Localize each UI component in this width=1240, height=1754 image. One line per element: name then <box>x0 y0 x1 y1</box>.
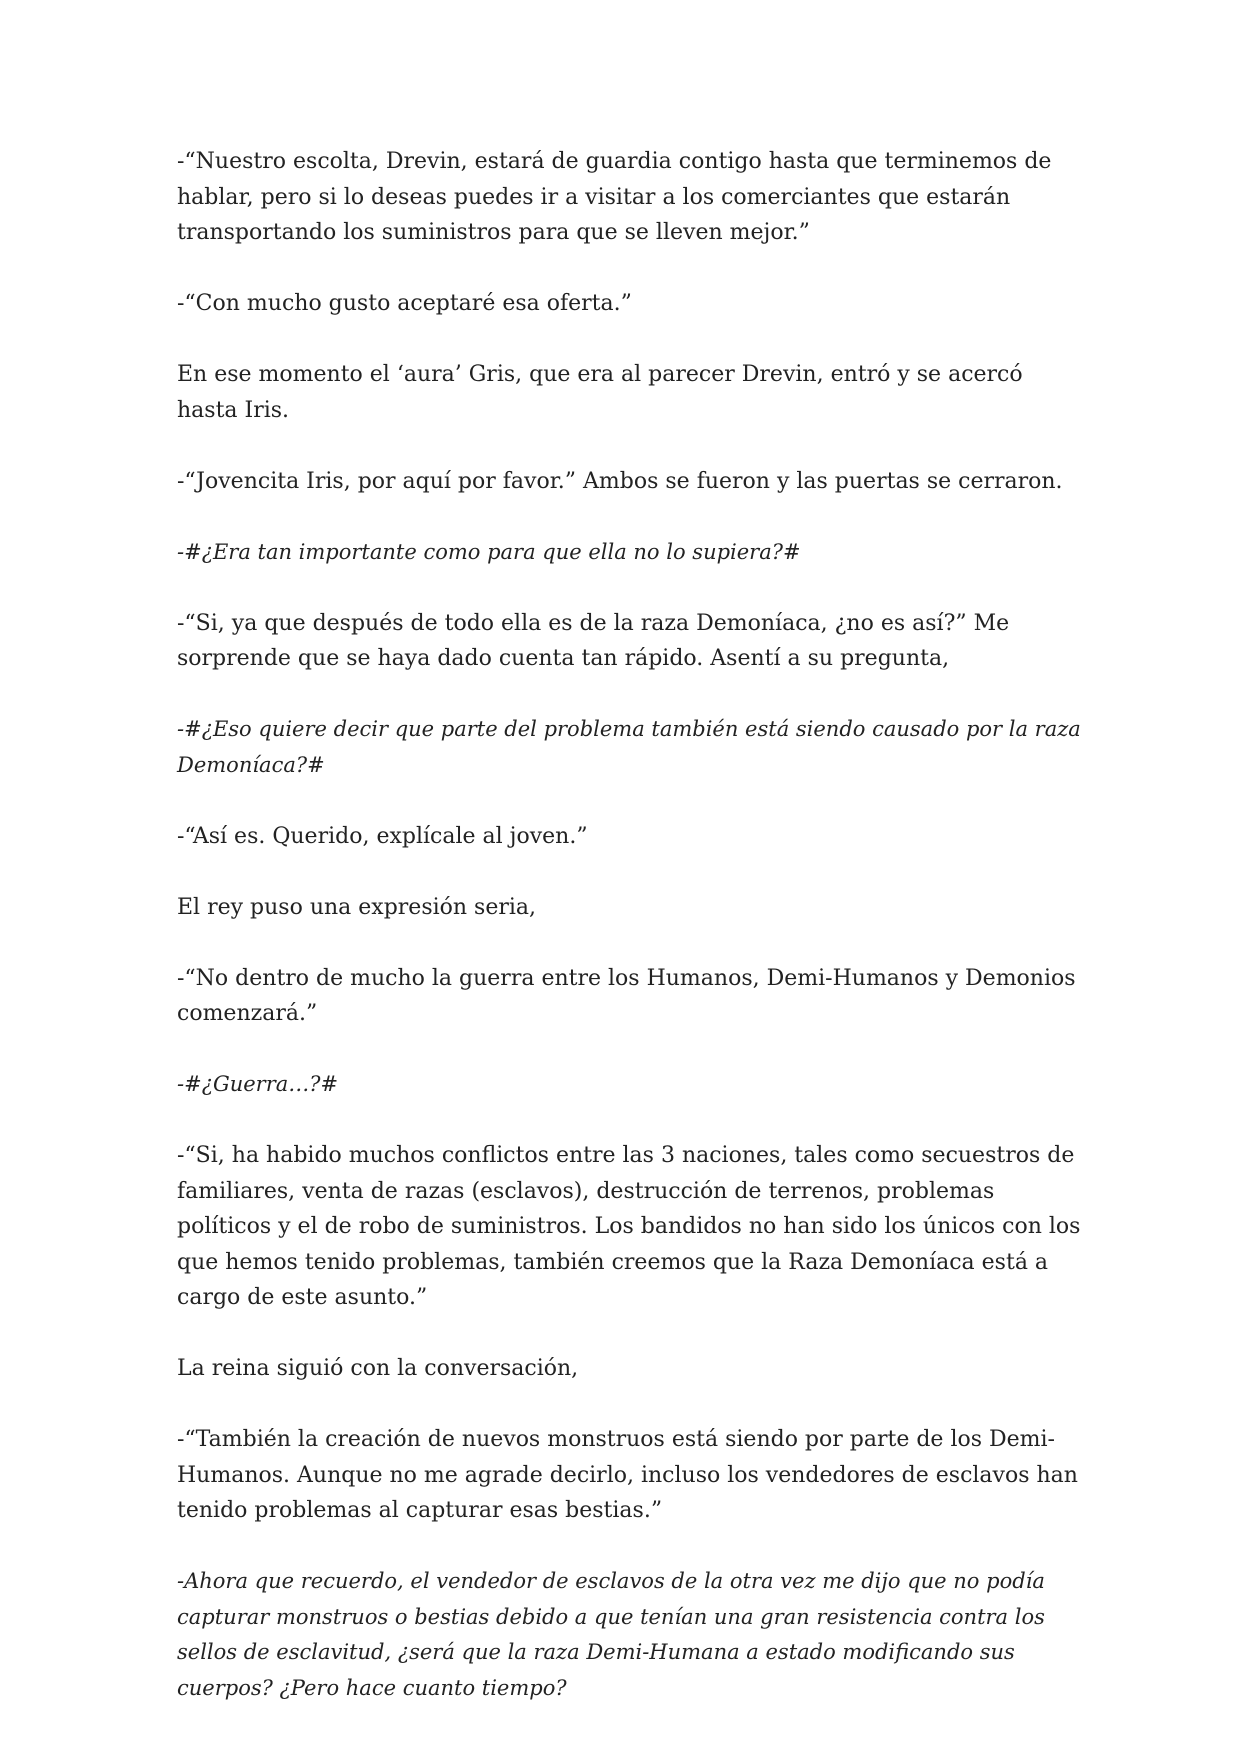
paragraph-5: -#¿Era tan importante como para que ella no lo supiera?# <box>177 539 801 564</box>
paragraph-6: -“Si, ya que después de todo ella es de la raza Demoníaca, ¿no es así?” Me sorprende que se haya dado cuenta tan rápido. Asentí a su pregunta, <box>177 610 1010 671</box>
paragraph-13: La reina siguió con la conversación, <box>177 1356 579 1381</box>
paragraph-15: -Ahora que recuerdo, el vendedor de esclavos de la otra vez me dijo que no podía capturar monstruos o bestias debido a que tenían una gran resistencia contra los sellos de esclavitud, ¿será que la raza Demi-Humana a estado modificando sus cuerpos? ¿Pero hace cuanto tiempo? <box>177 1569 1045 1700</box>
paragraph-14: -“También la creación de nuevos monstruos está siendo por parte de los Demi-Humanos. Aunque no me agrade decirlo, incluso los vendedores de esclavos han tenido problemas al capturar esas bestias.” <box>177 1427 1078 1523</box>
paragraph-3: En ese momento el ‘aura’ Gris, que era al parecer Drevin, entró y se acercó hasta Iris. <box>177 362 1023 423</box>
paragraph-2: -“Con mucho gusto aceptaré esa oferta.” <box>177 291 632 316</box>
paragraph-10: -“No dentro de mucho la guerra entre los Humanos, Demi-Humanos y Demonios comenzará.” <box>177 965 1076 1026</box>
paragraph-12: -“Si, ha habido muchos conflictos entre las 3 naciones, tales como secuestros de familiares, venta de razas (esclavos), destrucción de terrenos, problemas políticos y el de robo de suministros. Los bandidos no han sido los únicos con los que hemos tenido problemas, también creemos que la Raza Demoníaca está a cargo de este asunto.” <box>177 1143 1081 1310</box>
paragraph-4: -“Jovencita Iris, por aquí por favor.” Ambos se fueron y las puertas se cerraron. <box>177 468 1063 494</box>
paragraph-9: El rey puso una expresión seria, <box>177 894 537 920</box>
paragraph-8: -“Así es. Querido, explícale al joven.” <box>177 823 588 849</box>
paragraph-1: -“Nuestro escolta, Drevin, estará de guardia contigo hasta que terminemos de hablar, pero si lo deseas puedes ir a visitar a los comerciantes que estarán transportando los suministros para que se lleven mejor.” <box>177 149 1052 245</box>
paragraph-11: -#¿Guerra…?# <box>177 1072 339 1096</box>
text-body <box>177 144 1082 1706</box>
paragraph-7: -#¿Eso quiere decir que parte del problema también está siendo causado por la raza Demoníaca?# <box>177 717 1081 777</box>
